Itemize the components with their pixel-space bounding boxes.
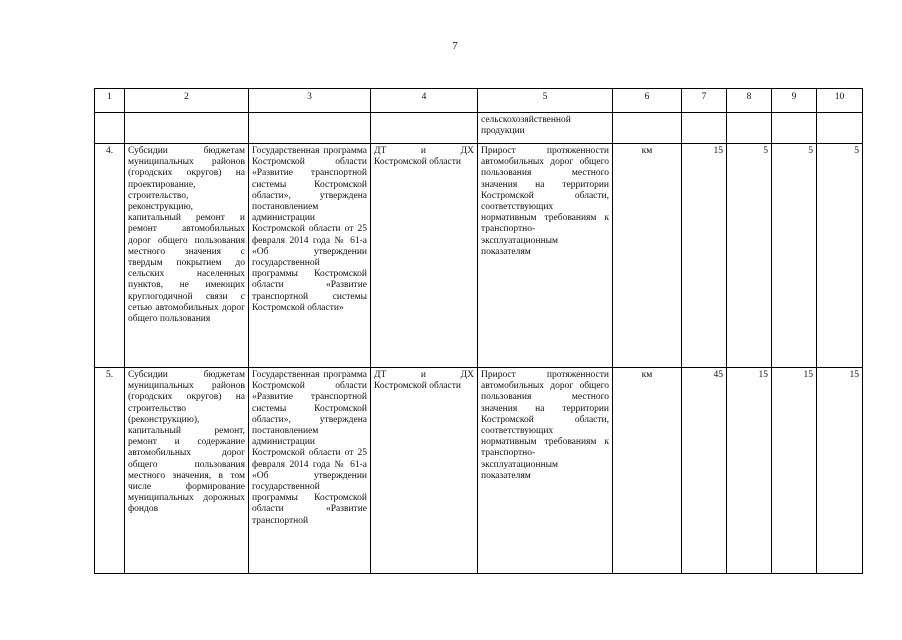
value-col-9: 15	[772, 368, 817, 574]
cell-empty	[727, 113, 772, 144]
col-header-1: 1	[95, 89, 125, 113]
col-header-8: 8	[727, 89, 772, 113]
cell-empty	[613, 113, 682, 144]
data-table	[94, 88, 863, 574]
col-header-2: 2	[125, 89, 249, 113]
dept-and: и	[420, 146, 427, 156]
unit: км	[613, 368, 682, 574]
dept-b: ДХ	[460, 146, 474, 156]
col-header-7: 7	[682, 89, 727, 113]
measure-name: Субсидии бюджетам муниципальных районов (городских округов) на проектирование, строительство, реконструкцию, капитальный ремонт и ремонт автомобильных дорог общего пользования местного значения с твердым покрытием до сельских населенных пунктов, не имеющих круглогодичной связи с сетью автомобильных дорог общего пользования	[125, 144, 249, 368]
row-number: 5.	[95, 368, 125, 574]
cell-empty	[682, 113, 727, 144]
value-col-8: 15	[727, 368, 772, 574]
table-row	[95, 144, 863, 368]
value-col-8: 5	[727, 144, 772, 368]
responsible-department	[371, 368, 478, 574]
cell-empty	[95, 113, 125, 144]
dept-region: Костромской области	[374, 381, 461, 392]
table-row	[95, 368, 863, 574]
col-header-3: 3	[249, 89, 371, 113]
col-header-10: 10	[817, 89, 863, 113]
continuation-indicator: сельскохозяйственной продукции	[478, 113, 613, 144]
cell-empty	[772, 113, 817, 144]
value-col-10: 5	[817, 144, 863, 368]
dept-a: ДТ	[374, 370, 387, 380]
header-row	[95, 89, 863, 113]
measure-name: Субсидии бюджетам муниципальных районов (городских округов) на строительство (реконструкцию), капитальный ремонт, ремонт и содержание автомобильных дорог общего пользования местного значения, в том числе формирование муниципальных дорожных фондов	[125, 368, 249, 574]
cell-empty	[817, 113, 863, 144]
value-col-7: 15	[682, 144, 727, 368]
unit: км	[613, 144, 682, 368]
value-col-10: 15	[817, 368, 863, 574]
cell-empty	[249, 113, 371, 144]
value-col-7: 45	[682, 368, 727, 574]
col-header-5: 5	[478, 89, 613, 113]
indicator: Прирост протяженности автомобильных дорог общего пользования местного значения на территории Костромской области, соответствующих нормативным требованиям к транспортно-эксплуатационным показателям	[478, 368, 613, 574]
indicator: Прирост протяженности автомобильных дорог общего пользования местного значения на территории Костромской области, соответствующих нормативным требованиям к транспортно-эксплуатационным показателям	[478, 144, 613, 368]
col-header-4: 4	[371, 89, 478, 113]
value-col-9: 5	[772, 144, 817, 368]
dept-region: Костромской области	[374, 157, 461, 168]
dept-and: и	[420, 370, 427, 380]
row-number: 4.	[95, 144, 125, 368]
dept-a: ДТ	[374, 146, 387, 156]
col-header-6: 6	[613, 89, 682, 113]
cell-empty	[125, 113, 249, 144]
page-number: 7	[452, 40, 458, 52]
dept-b: ДХ	[460, 370, 474, 380]
program-reference: Государственная программа Костромской области «Развитие транспортной системы Костромской области», утверждена постановлением администрации Костромской области от 25 февраля 2014 года № 61-а «Об утверждении государственной программы Костромской области «Развитие транспортной	[249, 368, 371, 574]
responsible-department	[371, 144, 478, 368]
cell-empty	[371, 113, 478, 144]
col-header-9: 9	[772, 89, 817, 113]
continuation-row	[95, 113, 863, 144]
program-reference: Государственная программа Костромской области «Развитие транспортной системы Костромской области», утверждена постановлением администрации Костромской области от 25 февраля 2014 года № 61-а «Об утверждении государственной программы Костромской области «Развитие транспортной системы Костромской области»	[249, 144, 371, 368]
